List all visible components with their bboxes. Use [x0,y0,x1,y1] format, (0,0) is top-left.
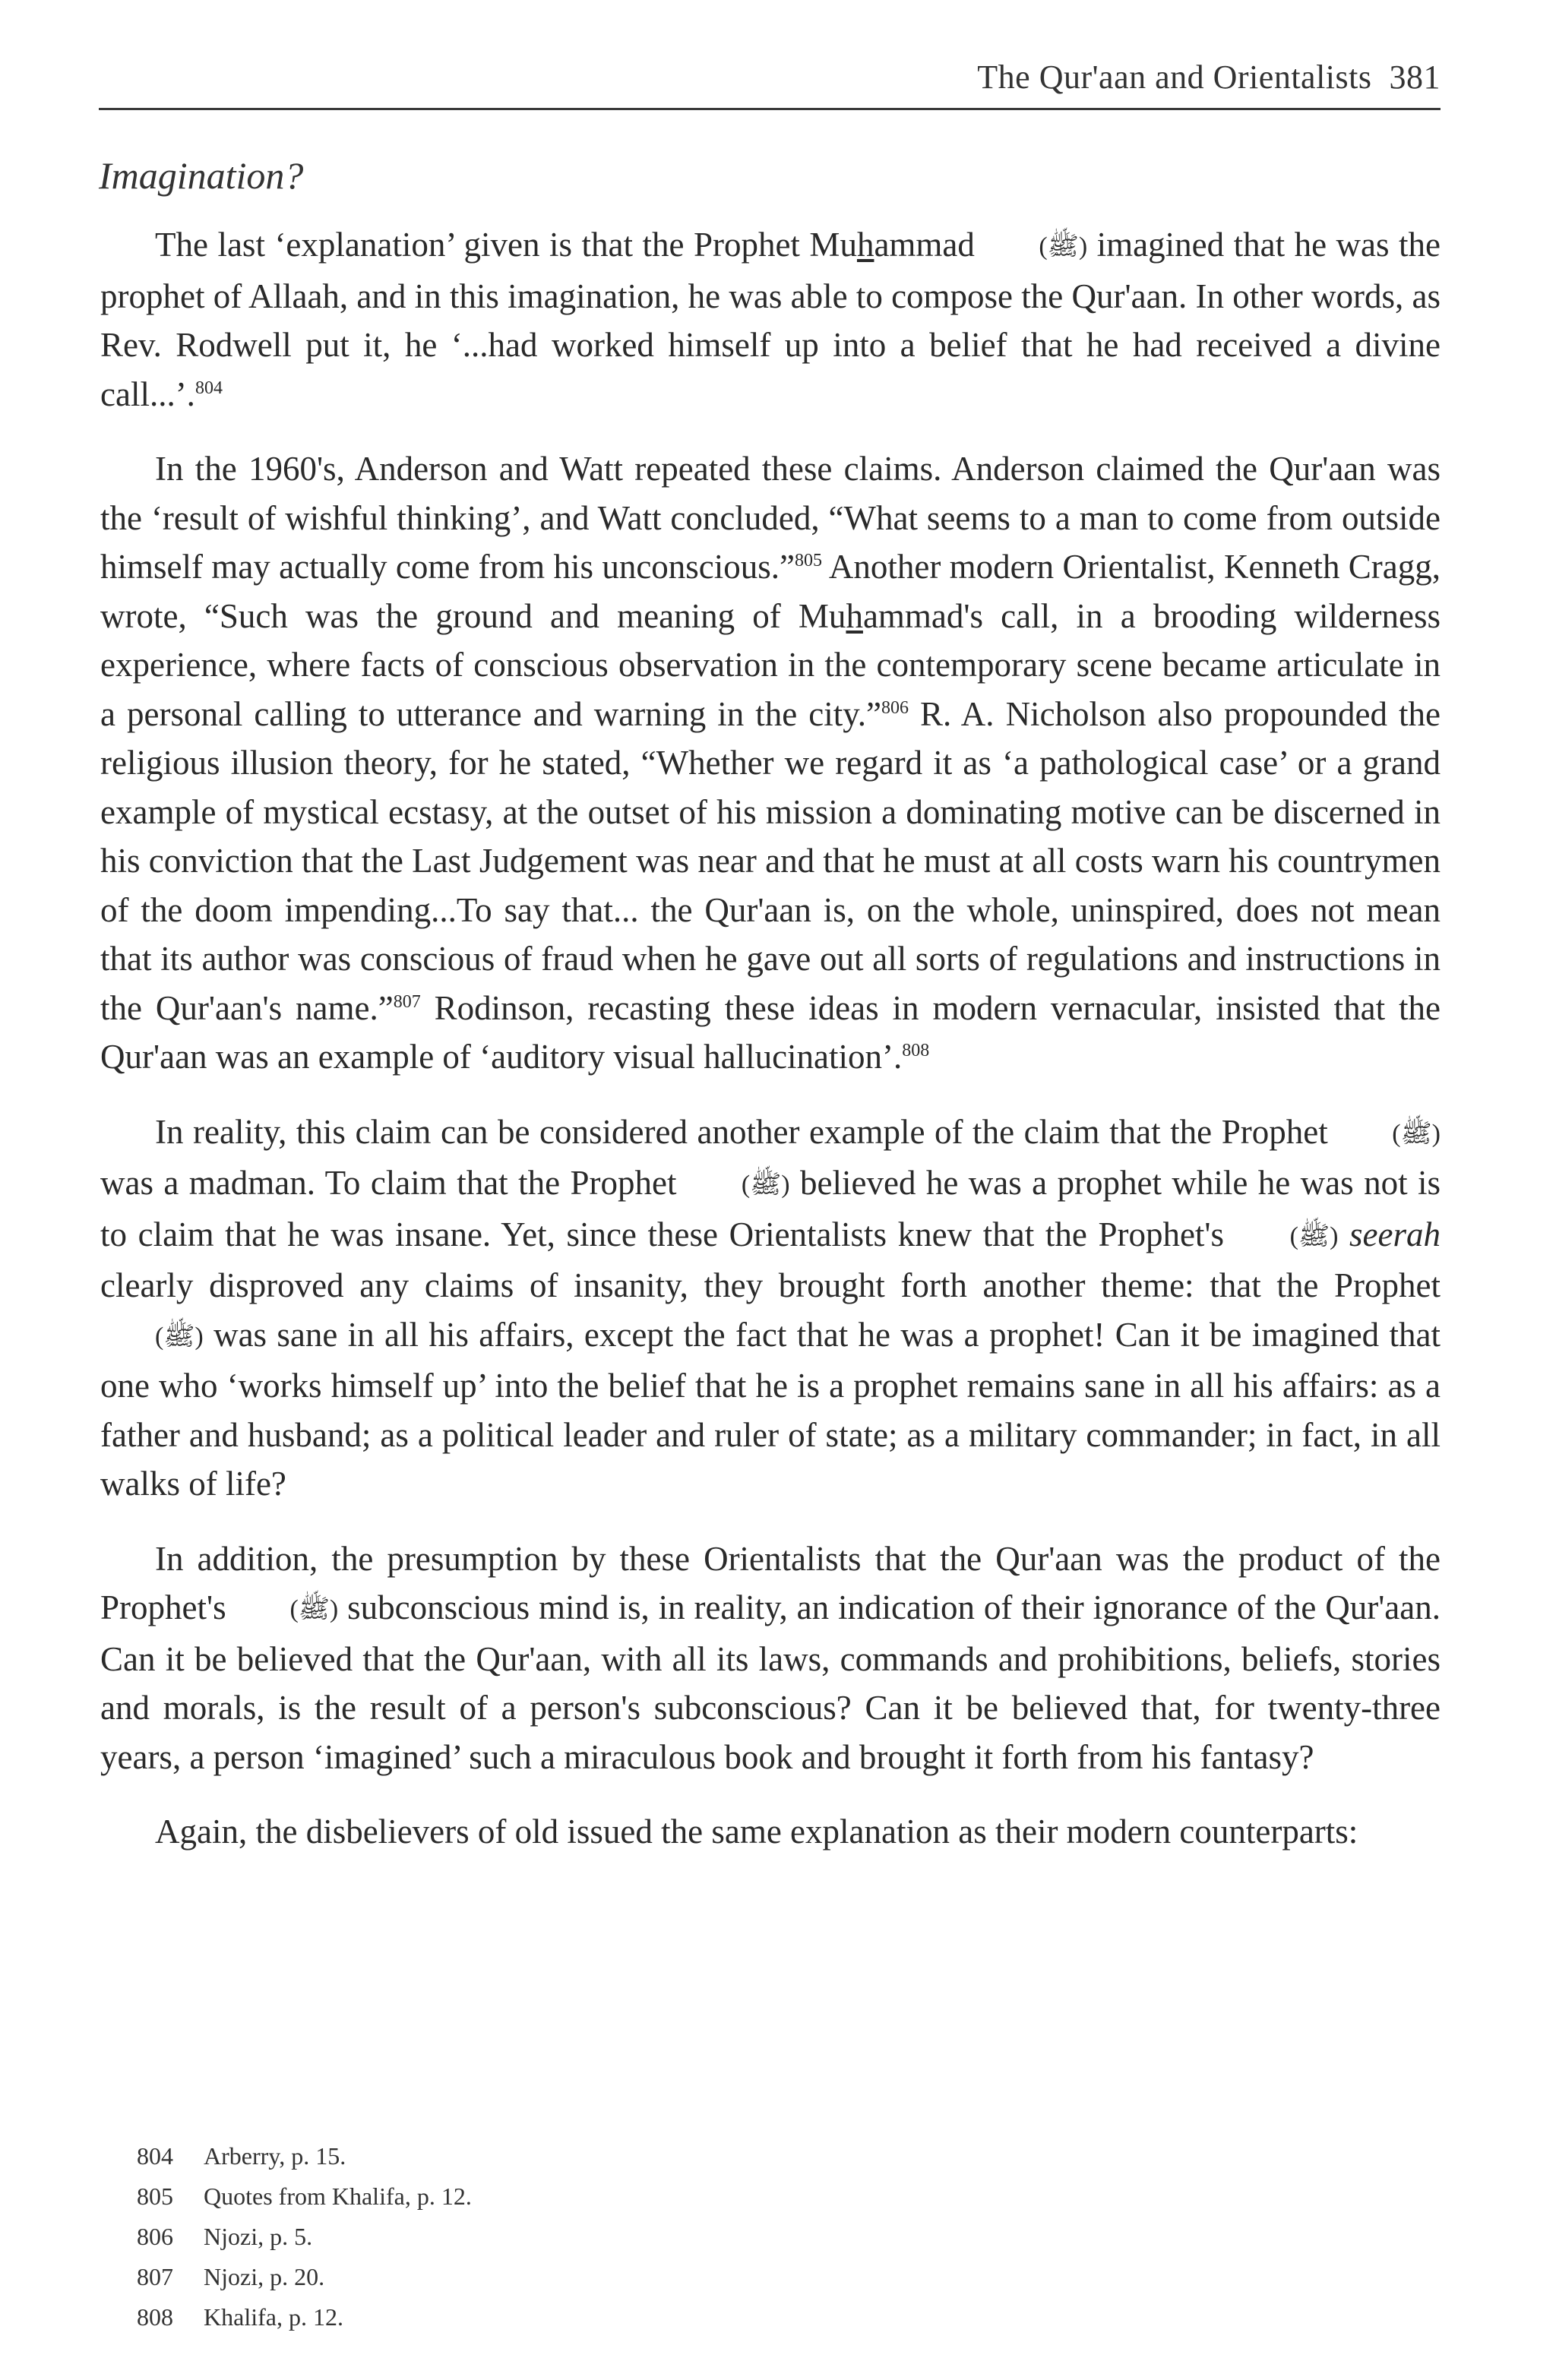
section-heading: Imagination? [99,154,304,197]
text-run: subconscious mind is, in reality, an indication of their ignorance of the Qur'aan. Can it be believed that the Qur'aan, with all its laws, commands and prohibitions, beliefs, stories and morals, is the result of a person's subconscious? Can it be believed that, for twenty-three years, a person ‘imagined’ such a miraculous book and brought it forth from his fantasy? [100,1588,1441,1776]
text-run: was a madman. To claim that the Prophet [100,1164,687,1202]
text-run: Another modern Orientalist, Kenneth Cragg, wrote, “Such was the ground and meaning of Mu [100,548,1441,635]
footnote-ref[interactable]: 807 [393,991,421,1012]
footnote-805 [137,2176,472,2217]
pbuh-symbol: (ﷺ) [1039,232,1088,261]
paragraph-2 [100,444,1441,1082]
paragraph-4 [100,1535,1441,1782]
paragraph-3 [100,1108,1441,1509]
italic-term: seerah [1349,1215,1441,1253]
pbuh-symbol: (ﷺ) [741,1171,790,1199]
text-run: In the 1960's, Anderson and Watt repeated these claims. Anderson claimed the Qur'aan was the ‘result of wishful thinking’, and Watt concluded, “What seems to a man to come from outside himself may actually come from his unconscious.” [100,450,1441,586]
footnotes [137,2136,472,2337]
footnote-ref[interactable]: 805 [795,551,823,571]
pbuh-symbol: (ﷺ) [289,1595,339,1623]
pbuh-symbol: (ﷺ) [1392,1119,1441,1148]
footnote-text: Khalifa, p. 12. [204,2303,343,2331]
footnote-806 [137,2217,472,2257]
footnote-number: 805 [137,2182,173,2210]
running-title [977,58,1441,96]
footnote-807 [137,2257,472,2297]
footnote-804 [137,2136,472,2176]
text-run: was sane in all his affairs, except the fact that he was a prophet! Can it be imagined that one who ‘works himself up’ into the belief that he is a prophet remains sane in all his affairs: as a father and husband; as a political leader and ruler of state; as a military commander; in fact, in all walks of life? [100,1315,1441,1503]
text-run: In reality, this claim can be considered another example of the claim that the Prophet [155,1112,1338,1151]
paragraph-1 [100,220,1441,419]
footnote-text: Njozi, p. 20. [204,2263,325,2290]
footnote-text: Arberry, p. 15. [204,2142,346,2170]
body-text [100,220,1441,1882]
underlined-letter: h [846,596,863,635]
footnote-text: Njozi, p. 5. [204,2223,313,2250]
pbuh-symbol: (ﷺ) [155,1322,204,1351]
pbuh-symbol: (ﷺ) [1289,1222,1339,1250]
running-title-text: The Qur'aan and Orientalists [977,58,1372,96]
running-header [99,55,1441,110]
paragraph-5 [100,1807,1441,1857]
underlined-letter: h [856,226,874,264]
text-run: Again, the disbelievers of old issued the same explanation as their modern counterparts: [155,1813,1358,1851]
text-run: clearly disproved any claims of insanity, they brought forth another theme: that the Prophet [100,1266,1441,1304]
text-run: imagined that he was the prophet of Allaah, and in this imagination, he was able to compose the Qur'aan. In other words, as Rev. Rodwell put it, he ‘...had worked himself up into a belief that he had received a divine call...’. [100,226,1441,413]
footnote-number: 804 [137,2142,173,2170]
footnote-ref[interactable]: 806 [881,697,909,718]
text-run: R. A. Nicholson also propounded the religious illusion theory, for he stated, “Whether we regard it as ‘a pathological case’ or a grand example of mystical ecstasy, at the outset of his mission a dominating motive can be discerned in his conviction that the Last Judgement was near and that he must at all costs warn his countrymen of the doom impending...To say that... the Qur'aan is, on the whole, uninspired, does not mean that its author was conscious of fraud when he gave out all sorts of regulations and instructions in the Qur'aan's name.” [100,694,1441,1027]
footnote-ref[interactable]: 804 [194,378,223,398]
footnote-number: 807 [137,2263,173,2290]
page-number: 381 [1389,58,1441,96]
text-run: ammad [874,226,985,264]
text-run: ammad's call, in a brooding wilderness experience, where facts of conscious observation in the contemporary scene became articulate in a personal calling to utterance and warning in the city.” [100,596,1441,733]
text-run: In addition, the presumption by these Orientalists that the Qur'aan was the product of the Prophet's [100,1539,1441,1626]
text-run: Rodinson, recasting these ideas in modern vernacular, insisted that the Qur'aan was an example of ‘auditory visual hallucination’. [100,988,1441,1076]
footnote-number: 808 [137,2303,173,2331]
text-run: The last ‘explanation’ given is that the Prophet Mu [155,226,857,264]
footnote-ref[interactable]: 808 [902,1041,930,1060]
footnote-text: Quotes from Khalifa, p. 12. [204,2182,472,2210]
footnote-number: 806 [137,2223,173,2250]
footnote-808 [137,2297,472,2337]
text-run: believed he was a prophet while he was not is to claim that he was insane. Yet, since these Orientalists knew that the Prophet's [100,1164,1441,1253]
